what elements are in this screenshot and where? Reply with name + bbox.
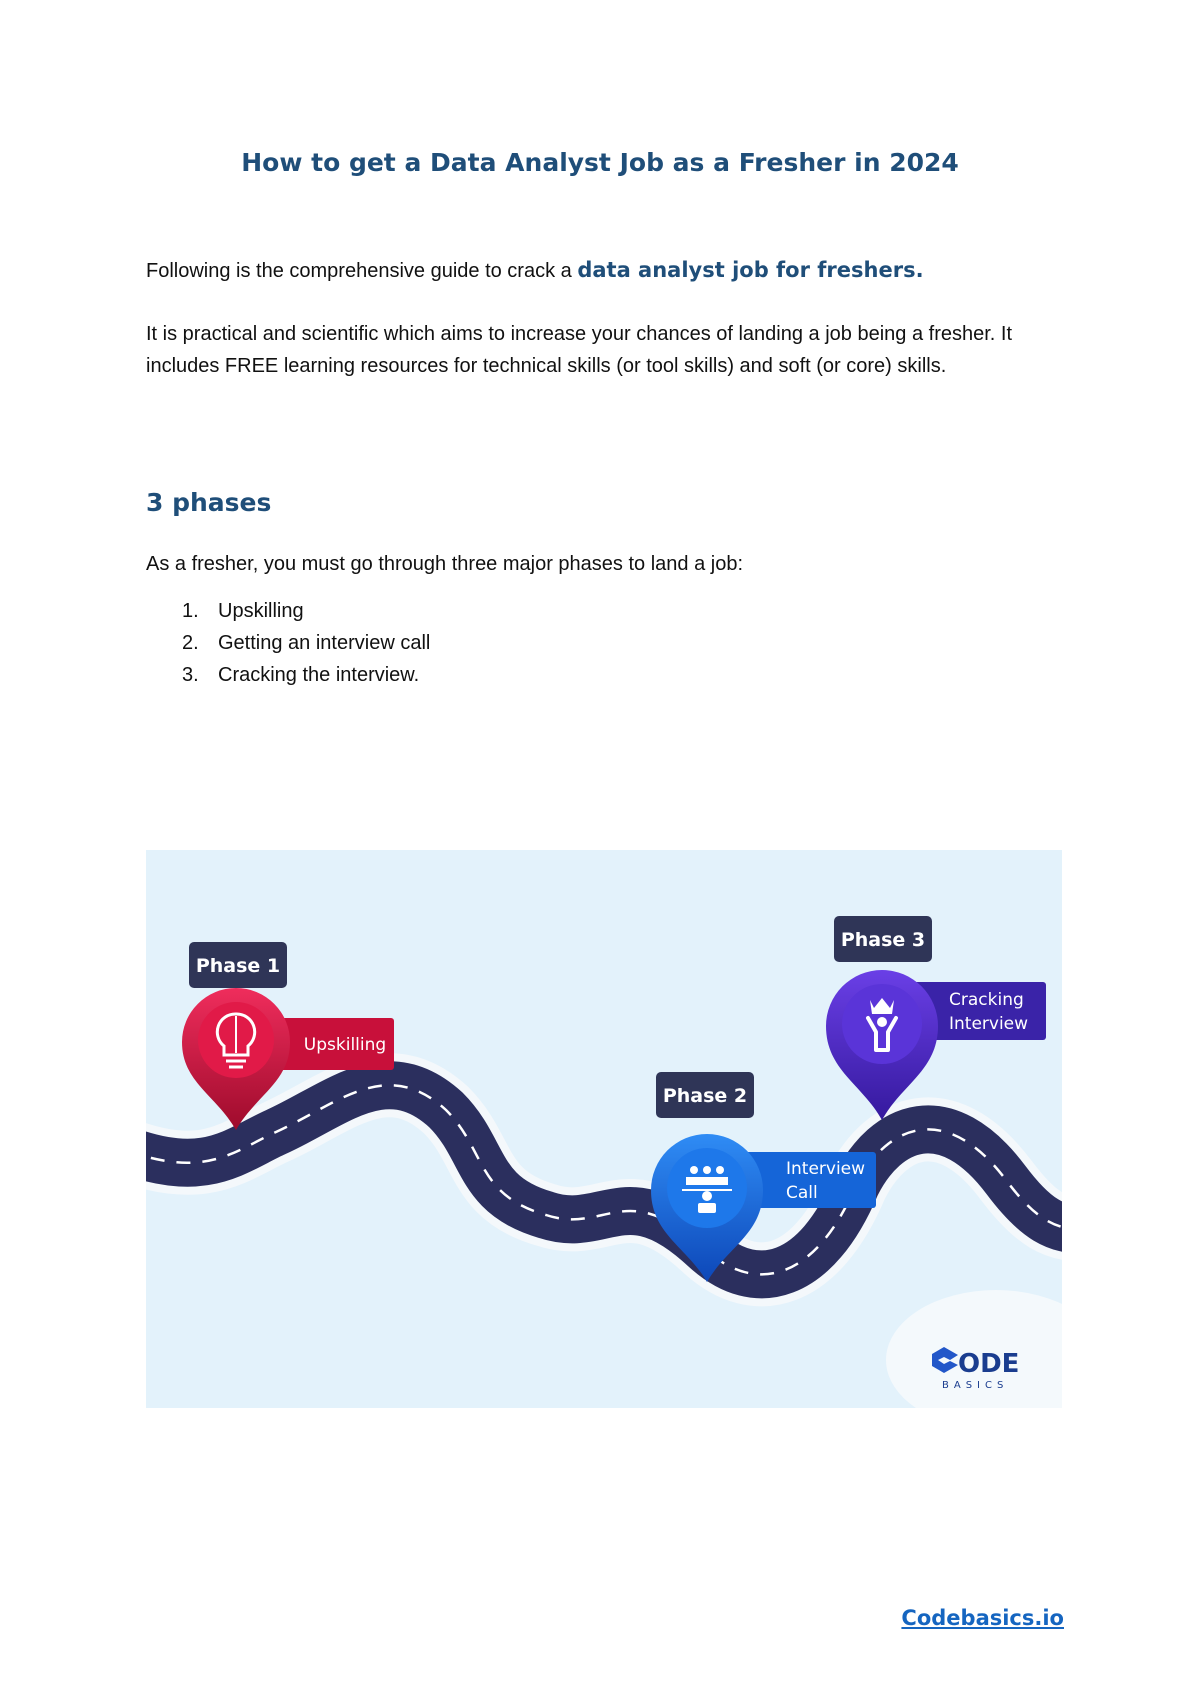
logo-main: ODE [958,1349,1020,1379]
roadmap-svg [146,850,1062,1408]
codebasics-logo [886,1290,1062,1408]
list-number: 2. [182,632,199,654]
intro-paragraph [146,254,1066,287]
codebasics-link[interactable]: Codebasics.io [901,1606,1064,1630]
page-title: How to get a Data Analyst Job as a Fresher in 2024 [241,148,959,177]
list-item [146,627,430,659]
list-item [146,595,430,627]
phase3-label-line1: Cracking [949,990,1024,1010]
roadmap-illustration [146,850,1062,1408]
list-label: Cracking the interview. [218,664,420,686]
intro-highlight: data analyst job for freshers. [577,258,924,282]
description-paragraph: It is practical and scientific which aims to increase your chances of landing a job being a fresher. It includes FREE learning resources for technical skills (or tool skills) and soft (or core) skills. [146,323,1013,377]
phase2-tag: Phase 2 [662,1085,748,1107]
phase3-marker [826,916,1046,1120]
phase1-label: Upskilling [303,1035,387,1055]
section-lead: As a fresher, you must go through three major phases to land a job: [146,553,744,575]
list-label: Getting an interview call [218,632,431,654]
phase2-label-line2: Call [786,1183,818,1203]
phase3-tag: Phase 3 [840,929,926,951]
logo-sub: BASICS [942,1380,1009,1391]
phase2-pin-inner [667,1148,747,1228]
list-item [146,659,430,691]
list-label: Upskilling [218,600,304,622]
list-number: 3. [182,664,199,686]
list-number: 1. [182,600,199,622]
intro-text: Following is the comprehensive guide to crack a [146,260,578,282]
phase2-label-line1: Interview [786,1159,866,1179]
phase3-label-line2: Interview [949,1014,1029,1034]
phase-list [146,595,430,691]
phase1-tag: Phase 1 [195,955,281,977]
section-heading: 3 phases [146,488,272,517]
